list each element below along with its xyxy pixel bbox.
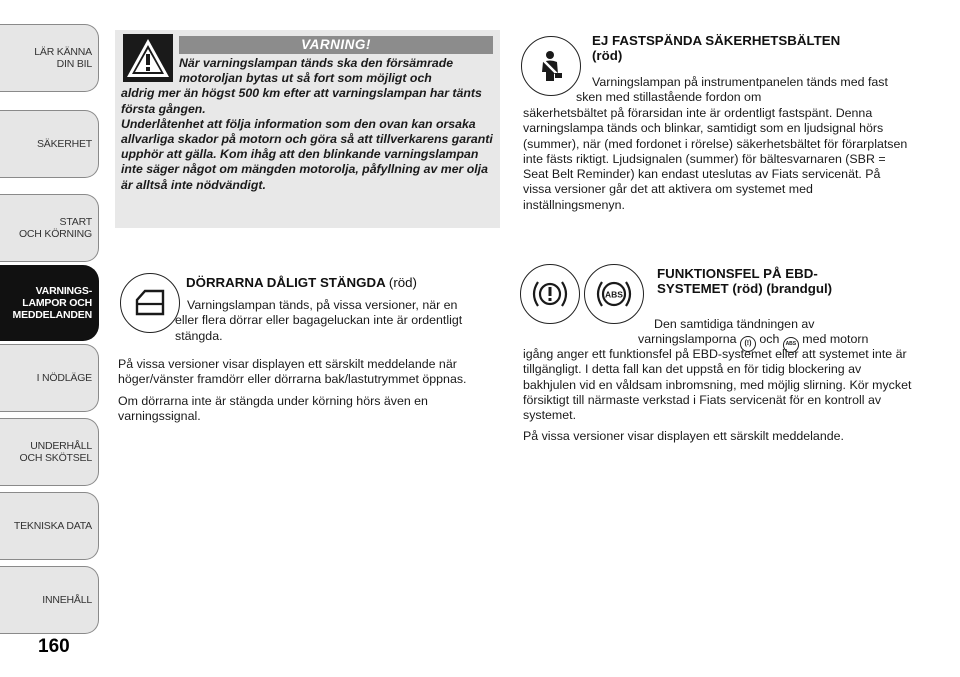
abs-inline-icon: ABS [783, 337, 799, 353]
seatbelt-intro: Varningslampan på instrumentpanelen tänds med fast sken med stillastående fordon om [576, 75, 888, 105]
seatbelt-lamp [521, 36, 581, 96]
tab-tekniska-data[interactable]: TEKNISKA DATA [0, 492, 99, 560]
warning-second: Underlåtenhet att följa information som den ovan kan orsaka allvarliga skador på motorn och göra så att tillverkarens garanti upphör att gälla. Kom ihåg att den blinkande varningslampan inte säger något om mängden motorolja, påfyllning av mer olja är alltså inte nödvändigt. [121, 116, 493, 192]
seatbelt-subtitle: (röd) [592, 48, 623, 63]
doors-p2: Om dörrarna inte är stängda under körning hörs även en varningssignal. [118, 393, 428, 423]
brake-inline-icon: (!) [740, 336, 756, 352]
ebd-intro-och: och [759, 332, 780, 346]
warning-box [115, 30, 500, 228]
seatbelt-heading [592, 33, 892, 63]
door-lamp [120, 273, 180, 333]
warning-text [121, 56, 495, 193]
brake-exclamation-icon [528, 279, 572, 309]
page-number: 160 [38, 636, 70, 657]
ebd-intro-b: varningslamporna [638, 332, 737, 346]
ebd-intro-c: med motorn [802, 332, 869, 346]
doors-heading [186, 275, 486, 290]
abs-lamp [584, 264, 644, 324]
abs-icon-label: ABS [605, 289, 623, 300]
doors-intro: Varningslampan tänds, på vissa versioner, när en eller flera dörrar eller bagageluckan inte är ordentligt stängda. [175, 298, 463, 343]
ebd-heading [657, 266, 917, 296]
ebd-title2: SYSTEMET (röd) (brandgul) [657, 281, 833, 296]
seatbelt-title: EJ FASTSPÄNDA SÄKERHETSBÄLTEN [592, 33, 841, 48]
brake-lamp [520, 264, 580, 324]
seatbelt-icon [533, 48, 569, 84]
ebd-title: FUNKTIONSFEL PÅ EBD- [657, 266, 818, 281]
doors-title: DÖRRARNA DÅLIGT STÄNGDA [186, 275, 386, 290]
tab-underhall[interactable]: UNDERHÅLL OCH SKÖTSEL [0, 418, 99, 486]
tab-start-och-korning[interactable]: START OCH KÖRNING [0, 194, 99, 262]
tab-lar-kanna-din-bil[interactable]: LÄR KÄNNA DIN BIL [0, 24, 99, 92]
abs-icon [592, 279, 636, 309]
seatbelt-body: säkerhetsbältet på förarsidan inte är ordentligt fastspänt. Denna varningslampa tänds och blinkar, samtidigt som en ljudsignal hörs (summer), när (med fordonet i rörelse) säkerhetsbältet för förarplatsen inte fästs riktigt. Ljudsignalen (summer) för bältesvarnaren (SBR = Seat Belt Reminder) kan endast uteslutas av Fiats servicenät. På vissa versioner går det att aktivera om systemet med inställningsmenyn. [523, 106, 908, 212]
tab-innehall[interactable]: INNEHÅLL [0, 566, 99, 634]
ebd-p2: På vissa versioner visar displayen ett särskilt meddelande. [523, 429, 844, 444]
tab-varningslampor[interactable]: VARNINGS- LAMPOR OCH MEDDELANDEN [0, 265, 99, 341]
ebd-intro-a: Den samtidiga tändningen av [654, 317, 815, 331]
door-open-icon [131, 288, 169, 318]
tab-i-nodlage[interactable]: I NÖDLÄGE [0, 344, 99, 412]
tab-sakerhet[interactable]: SÄKERHET [0, 110, 99, 178]
doors-p1: På vissa versioner visar displayen ett särskilt meddelande när höger/vänster framdörr eller dörrarna bak/lastutrymmet öppnas. [118, 357, 467, 387]
warning-lead: När varningslampan tänds ska den försämrade motoroljan bytas ut så fort som möjligt och [179, 56, 454, 86]
doors-body [118, 357, 498, 430]
ebd-body [523, 347, 913, 451]
doors-title-suffix: (röd) [388, 275, 417, 290]
ebd-p1: igång anger ett funktionsfel på EBD-systemet eller att systemet inte är tillgängligt. I detta fall kan det uppstå en för tidig blockering av bakhjulen vid en våldsam inbromsning, med möjlig slirning. Kör mycket försiktigt till närmaste verkstad i Fiats servicenät för en kontroll av systemet. [523, 347, 912, 423]
warning-rest: aldrig mer än högst 500 km efter att varningslampan har tänts första gången. [121, 86, 482, 116]
warning-banner: VARNING! [179, 36, 493, 54]
